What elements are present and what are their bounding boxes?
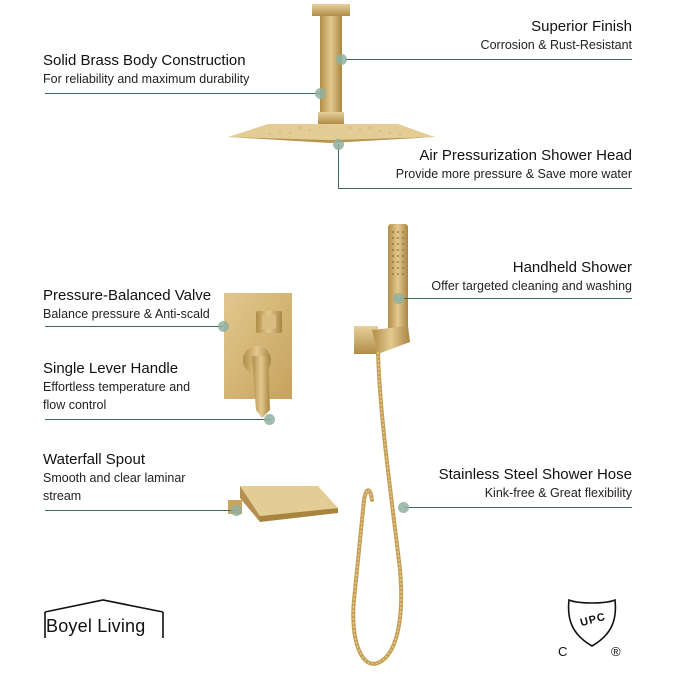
feature-handheld-shower: [431, 259, 632, 295]
feature-pressure-valve: [43, 287, 211, 323]
callout-dot-lever-handle: [264, 414, 275, 425]
callout-line-handheld: [400, 298, 632, 299]
feature-description: Balance pressure & Anti-scald: [43, 307, 210, 321]
feature-title: Superior Finish: [531, 18, 632, 35]
waterfall-spout: [228, 486, 338, 522]
feature-title: Single Lever Handle: [43, 360, 179, 377]
callout-dot-pressure-valve: [218, 321, 229, 332]
callout-line-superior-finish: [345, 59, 632, 60]
handheld-shower: [354, 224, 410, 354]
feature-title: Solid Brass Body Construction: [43, 52, 246, 69]
callout-line-solid-brass: [45, 93, 321, 94]
feature-description: Kink-free & Great flexibility: [484, 486, 632, 500]
valve-trim-plate: [224, 293, 292, 418]
upc-certification-mark: [557, 596, 627, 665]
shower-hose: [353, 352, 401, 664]
callout-dot-superior-finish: [336, 54, 347, 65]
feature-description: For reliability and maximum durability: [43, 72, 250, 86]
callout-dot-handheld: [393, 293, 404, 304]
feature-shower-hose: [439, 466, 632, 502]
callout-line-air-pressurization-horizontal: [339, 188, 632, 189]
brand-logo: [43, 598, 167, 647]
feature-air-pressurization: [396, 147, 632, 183]
feature-description: Corrosion & Rust-Resistant: [480, 38, 632, 52]
registered-symbol: ®: [611, 644, 621, 659]
feature-title: Waterfall Spout: [43, 451, 145, 468]
feature-superior-finish: [481, 18, 632, 54]
callout-dot-solid-brass: [315, 88, 326, 99]
callout-line-air-pressurization-vertical: [338, 144, 339, 189]
feature-description-line-2: stream: [43, 489, 82, 503]
feature-title: Air Pressurization Shower Head: [419, 147, 632, 164]
callout-dot-air-pressurization: [333, 139, 344, 150]
feature-solid-brass: [43, 52, 249, 88]
feature-description-line-2: flow control: [43, 398, 107, 412]
rain-shower-head: [228, 124, 435, 143]
callout-line-shower-hose: [404, 507, 632, 508]
feature-waterfall-spout: [43, 451, 185, 505]
callout-dot-shower-hose: [398, 502, 409, 513]
feature-description: Offer targeted cleaning and washing: [431, 279, 632, 293]
callout-line-lever-handle: [45, 419, 270, 420]
feature-description-line-1: Smooth and clear laminar: [43, 471, 186, 485]
callout-line-pressure-valve: [45, 326, 223, 327]
feature-title: Stainless Steel Shower Hose: [438, 466, 632, 483]
feature-title: Handheld Shower: [512, 259, 632, 276]
feature-description: Provide more pressure & Save more water: [395, 167, 632, 181]
upc-label: UPC: [578, 610, 608, 630]
feature-title: Pressure-Balanced Valve: [43, 287, 212, 304]
callout-line-waterfall-spout: [45, 510, 237, 511]
feature-lever-handle: [43, 360, 190, 414]
feature-description-line-1: Effortless temperature and: [43, 380, 191, 394]
brand-name: Boyel Living: [46, 616, 146, 636]
upc-c-letter: C: [558, 644, 568, 659]
callout-dot-waterfall-spout: [231, 505, 242, 516]
